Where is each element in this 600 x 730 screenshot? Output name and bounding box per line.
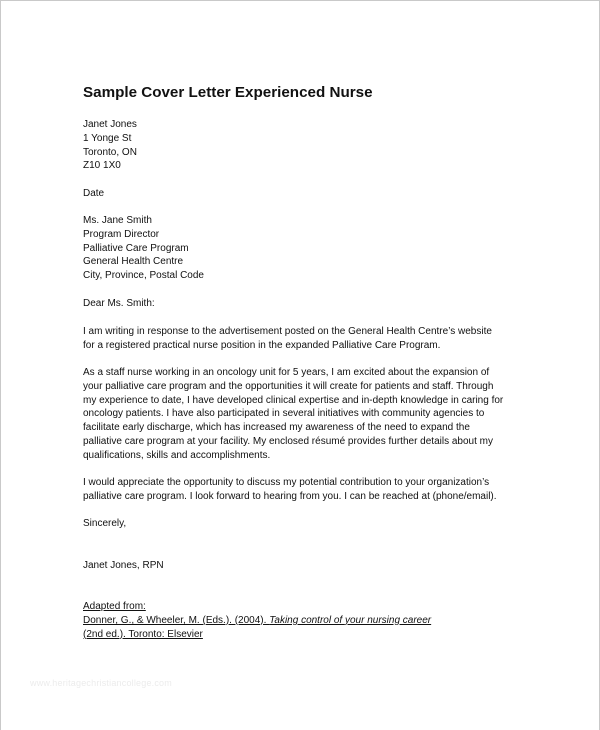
page-frame-left xyxy=(0,0,1,730)
citation-book-title: Taking control of your nursing career xyxy=(269,614,432,626)
paragraph-line: I am writing in response to the advertisement posted on the General Health Centre’s website xyxy=(83,326,492,337)
recipient-address xyxy=(83,214,204,283)
signature-block xyxy=(83,559,164,573)
closing: Sincerely, xyxy=(83,518,127,529)
watermark: www.heritagechristiancollege.com xyxy=(30,678,172,688)
citation-block xyxy=(83,600,431,641)
paragraph-line: I would appreciate the opportunity to discuss my potential contribution to your organization’s xyxy=(83,477,490,488)
paragraph-line: qualifications, skills and accomplishments. xyxy=(83,449,271,461)
paragraph-1 xyxy=(83,325,492,353)
page-frame-top xyxy=(0,0,600,1)
recipient-org: General Health Centre xyxy=(83,256,184,268)
sender-postal: Z10 1X0 xyxy=(83,160,121,172)
signature: Janet Jones, RPN xyxy=(83,560,164,571)
citation-line-2: (2nd ed.). Toronto: Elsevier xyxy=(83,628,203,640)
citation-authors: Donner, G., & Wheeler, M. (Eds.). (2004). xyxy=(83,614,270,626)
paragraph-3 xyxy=(83,476,497,504)
paragraph-2 xyxy=(83,366,503,463)
paragraph-line: facilitate early discharge, which has increased my awareness of the need to expand the xyxy=(83,422,470,434)
paragraph-line: palliative care program. I look forward to hearing from you. I can be reached at (phone/email). xyxy=(83,490,497,502)
closing-block xyxy=(83,517,126,531)
citation-line-1 xyxy=(83,614,431,628)
paragraph-line: my experience to date, I have developed clinical expertise and in-depth knowledge in caring for xyxy=(83,394,504,406)
paragraph-line: As a staff nurse working in an oncology unit for 5 years, I am excited about the expansion of xyxy=(83,367,490,378)
paragraph-line: palliative care program at your facility. My enclosed résumé provides further details about my xyxy=(83,435,493,447)
sender-name: Janet Jones xyxy=(83,119,137,130)
sender-street: 1 Yonge St xyxy=(83,132,132,144)
paragraph-line: oncology patients. I have also participated in several initiatives with community agencies to xyxy=(83,408,485,420)
date-label: Date xyxy=(83,188,105,199)
salutation: Dear Ms. Smith: xyxy=(83,298,155,309)
sender-city: Toronto, ON xyxy=(83,146,137,158)
paragraph-line: for a registered practical nurse position in the expanded Palliative Care Program. xyxy=(83,339,441,351)
recipient-program: Palliative Care Program xyxy=(83,242,189,254)
recipient-location: City, Province, Postal Code xyxy=(83,270,204,282)
salutation-block xyxy=(83,297,155,311)
citation-heading: Adapted from: xyxy=(83,601,146,612)
document-title: Sample Cover Letter Experienced Nurse xyxy=(83,84,373,101)
sender-address xyxy=(83,118,137,173)
recipient-title: Program Director xyxy=(83,228,160,240)
date-line xyxy=(83,187,104,201)
recipient-name: Ms. Jane Smith xyxy=(83,215,152,226)
paragraph-line: your palliative care program and the opportunities it will create for patients and staff. Through xyxy=(83,380,494,392)
